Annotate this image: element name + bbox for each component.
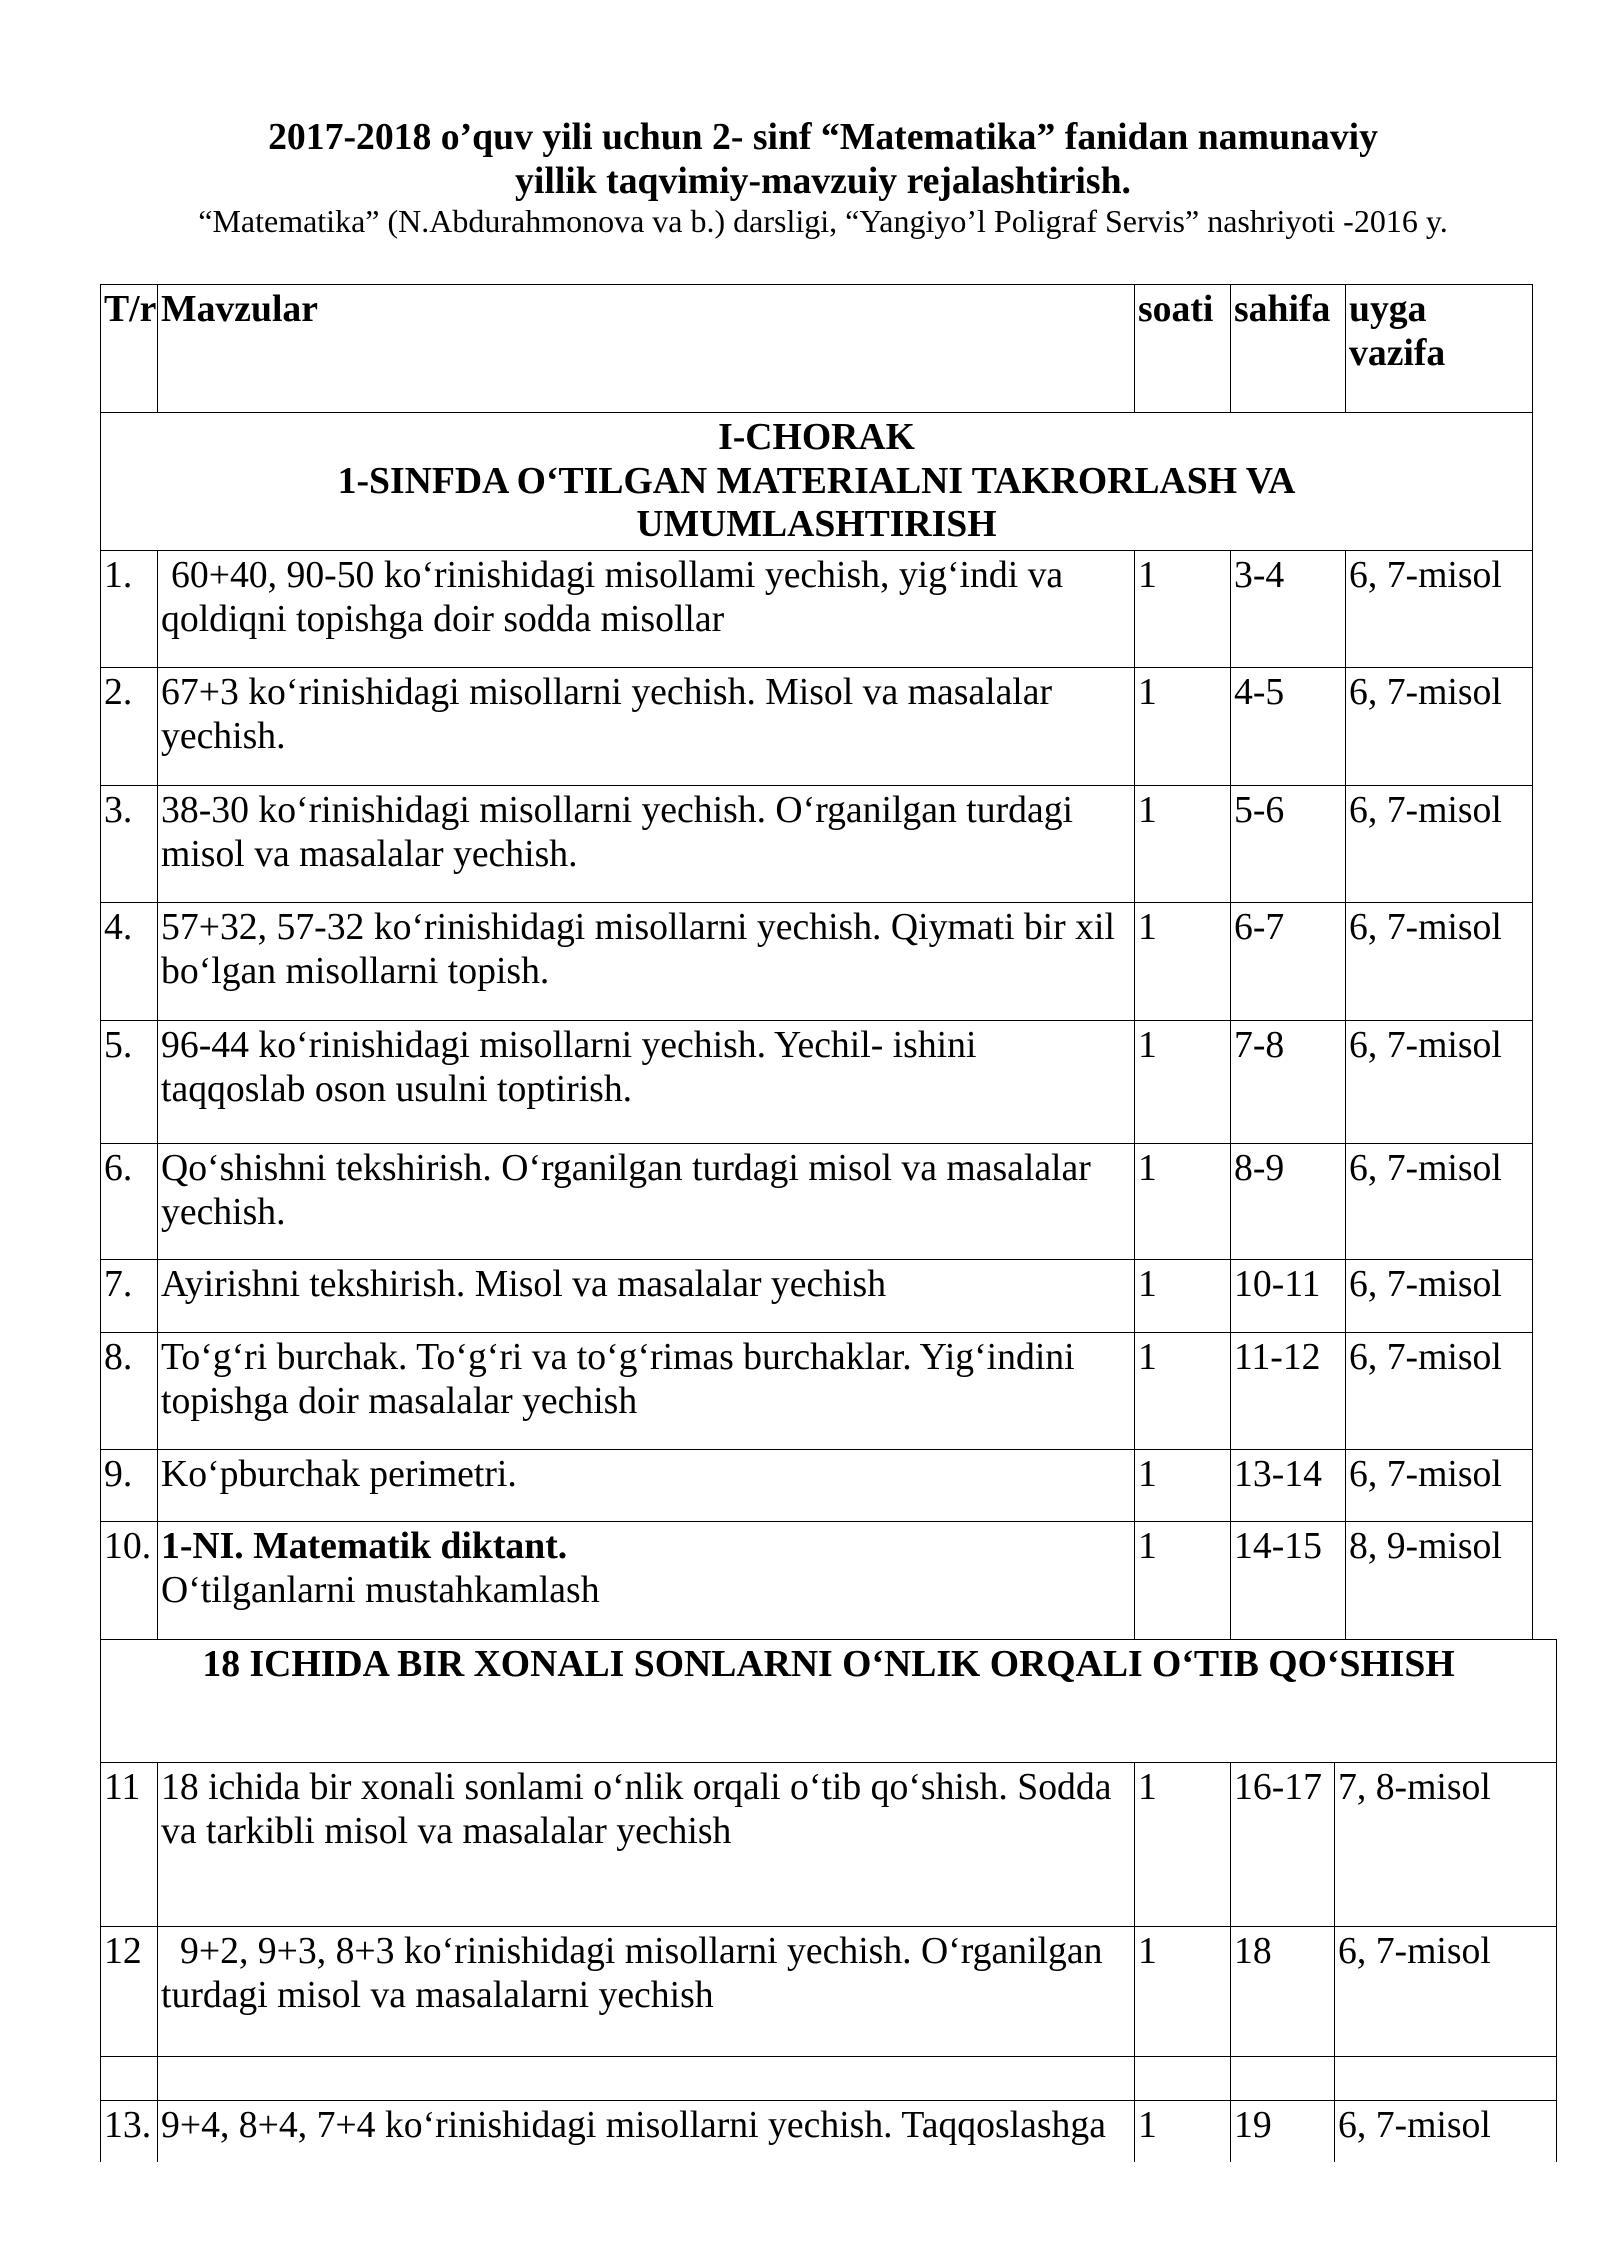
row-topic: To‘g‘ri burchak. To‘g‘ri va to‘g‘rimas burchaklar. Yig‘indini topishga doir masalalar yechish: [158, 1333, 1135, 1450]
row-hours: 1: [1135, 1450, 1231, 1522]
row-hours: 1: [1135, 1927, 1231, 2057]
row-homework: 6, 7-misol: [1346, 551, 1533, 668]
row-hours: 1: [1135, 903, 1231, 1021]
table-row: [101, 1260, 1533, 1333]
row-pages: 8-9: [1231, 1144, 1346, 1260]
table-row: [101, 1927, 1557, 2057]
table-row: [101, 1144, 1533, 1260]
row-homework: 6, 7-misol: [1346, 903, 1533, 1021]
row-topic: 18 ichida bir xonali sonlami o‘nlik orqali o‘tib qo‘shish. Sodda va tarkibli misol va masalalar yechish: [158, 1763, 1135, 1927]
row-hours: 1: [1135, 1260, 1231, 1333]
table-row: [101, 1450, 1533, 1522]
row-number: 2.: [101, 668, 158, 786]
row-topic-bold-label: 1-NI. Matematik diktant.: [161, 1525, 568, 1567]
row-topic: 9+2, 9+3, 8+3 ko‘rinishidagi misollarni yechish. O‘rganilgan turdagi misol va masalalarni yechish: [158, 1927, 1135, 2057]
row-hours: 1: [1135, 2101, 1231, 2162]
column-header-pages: sahifa: [1231, 285, 1346, 413]
quarter-title: I-CHORAK: [718, 416, 915, 458]
row-pages: 14-15: [1231, 1522, 1346, 1640]
row-homework: 6, 7-misol: [1346, 1144, 1533, 1260]
row-topic: 38-30 ko‘rinishidagi misollarni yechish. O‘rganilgan turdagi misol va masalalar yechish.: [158, 786, 1135, 903]
row-pages: 16-17: [1231, 1763, 1335, 1927]
plan-table-part-2: [100, 1639, 1557, 2162]
row-topic: 9+4, 8+4, 7+4 ko‘rinishidagi misollarni yechish. Taqqoslashga: [158, 2101, 1135, 2162]
row-pages: 18: [1231, 1927, 1335, 2057]
empty-cell: [1335, 2057, 1557, 2101]
row-homework: 8, 9-misol: [1346, 1522, 1533, 1640]
row-hours: 1: [1135, 551, 1231, 668]
row-hours: 1: [1135, 668, 1231, 786]
row-homework: 6, 7-misol: [1335, 2101, 1557, 2162]
row-topic: 60+40, 90-50 ko‘rinishidagi misollami yechish, yig‘indi va qoldiqni topishga doir sodda misollar: [158, 551, 1135, 668]
plan-table-part-1: [100, 284, 1533, 1640]
document-title-line-1: 2017-2018 o’quv yili uchun 2- sinf “Matematika” fanidan namunaviy: [268, 116, 1378, 158]
table-header-row: [101, 285, 1533, 413]
row-topic: Ko‘pburchak perimetri.: [158, 1450, 1135, 1522]
row-homework: 6, 7-misol: [1346, 668, 1533, 786]
row-number: 6.: [101, 1144, 158, 1260]
row-homework: 6, 7-misol: [1346, 1260, 1533, 1333]
row-number: 8.: [101, 1333, 158, 1450]
row-pages: 6-7: [1231, 903, 1346, 1021]
row-topic-text: O‘tilganlarni mustahkamlash: [161, 1568, 600, 1611]
row-pages: 11-12: [1231, 1333, 1346, 1450]
section-heading: [101, 1640, 1557, 1763]
row-pages: 4-5: [1231, 668, 1346, 786]
row-topic: Qo‘shishni tekshirish. O‘rganilgan turdagi misol va masalalar yechish.: [158, 1144, 1135, 1260]
row-homework: 6, 7-misol: [1346, 1450, 1533, 1522]
row-number: 11: [101, 1763, 158, 1927]
table-row: [101, 1522, 1533, 1640]
row-hours: 1: [1135, 786, 1231, 903]
row-homework: 7, 8-misol: [1335, 1763, 1557, 1927]
document-header: [100, 116, 1546, 240]
section-row: [101, 1640, 1557, 1763]
section-title: 18 ICHIDA BIR XONALI SONLARNI O‘NLIK ORQALI O‘TIB QO‘SHISH: [202, 1643, 1455, 1685]
row-topic: 96-44 ko‘rinishidagi misollarni yechish. Yechil- ishini taqqoslab oson usulni toptirish.: [158, 1021, 1135, 1144]
row-topic: [158, 1522, 1135, 1640]
empty-cell: [1135, 2057, 1231, 2101]
empty-cell: [1231, 2057, 1335, 2101]
column-header-homework: uyga vazifa: [1346, 285, 1533, 413]
row-number: 9.: [101, 1450, 158, 1522]
row-number: 3.: [101, 786, 158, 903]
row-pages: 7-8: [1231, 1021, 1346, 1144]
row-number: 5.: [101, 1021, 158, 1144]
column-header-hours: soati: [1135, 285, 1231, 413]
row-hours: 1: [1135, 1333, 1231, 1450]
row-hours: 1: [1135, 1144, 1231, 1260]
row-topic: 67+3 ko‘rinishidagi misollarni yechish. Misol va masalalar yechish.: [158, 668, 1135, 786]
row-number: 12: [101, 1927, 158, 2057]
row-hours: 1: [1135, 1522, 1231, 1640]
row-number: 10.: [101, 1522, 158, 1640]
row-homework: 6, 7-misol: [1346, 1333, 1533, 1450]
document-title-line-2: yillik taqvimiy-mavzuiy rejalashtirish.: [515, 159, 1131, 202]
section-heading: [101, 413, 1533, 551]
row-pages: 3-4: [1231, 551, 1346, 668]
row-topic: Ayirishni tekshirish. Misol va masalalar yechish: [158, 1260, 1135, 1333]
column-header-topic: Mavzular: [158, 285, 1135, 413]
section-row: [101, 413, 1533, 551]
row-hours: 1: [1135, 1021, 1231, 1144]
row-number: 1.: [101, 551, 158, 668]
document-subtitle: “Matematika” (N.Abdurahmonova va b.) darsligi, “Yangiyo’l Poligraf Servis” nashriyoti -2016 y.: [198, 203, 1448, 239]
empty-row: [101, 2057, 1557, 2101]
table-row: [101, 1333, 1533, 1450]
table-row: [101, 1763, 1557, 1927]
row-homework: 6, 7-misol: [1346, 786, 1533, 903]
table-row: [101, 903, 1533, 1021]
row-hours: 1: [1135, 1763, 1231, 1927]
row-homework: 6, 7-misol: [1335, 1927, 1557, 2057]
row-pages: 19: [1231, 2101, 1335, 2162]
table-row: [101, 2101, 1557, 2162]
table-row: [101, 786, 1533, 903]
row-pages: 10-11: [1231, 1260, 1346, 1333]
row-pages: 13-14: [1231, 1450, 1346, 1522]
table-row: [101, 1021, 1533, 1144]
row-number: 13.: [101, 2101, 158, 2162]
column-header-number: T/r: [101, 285, 158, 413]
empty-cell: [158, 2057, 1135, 2101]
row-number: 4.: [101, 903, 158, 1021]
row-pages: 5-6: [1231, 786, 1346, 903]
row-number: 7.: [101, 1260, 158, 1333]
empty-cell: [101, 2057, 158, 2101]
table-row: [101, 551, 1533, 668]
table-row: [101, 668, 1533, 786]
row-topic: 57+32, 57-32 ko‘rinishidagi misollarni yechish. Qiymati bir xil bo‘lgan misollarni topish.: [158, 903, 1135, 1021]
row-homework: 6, 7-misol: [1346, 1021, 1533, 1144]
section-title: 1-SINFDA O‘TILGAN MATERIALNI TAKRORLASH VA UMUMLASHTIRISH: [337, 459, 1296, 545]
